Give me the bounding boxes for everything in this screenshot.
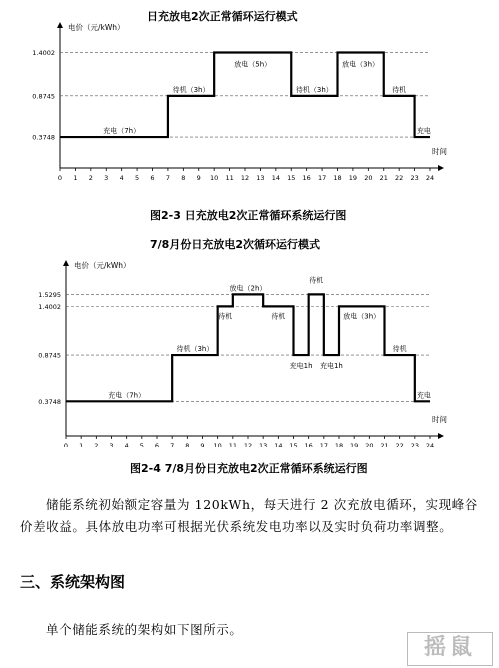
- x-tick-label: 9: [200, 442, 205, 447]
- annotation-label: 待机: [309, 276, 324, 285]
- x-tick-label: 24: [425, 442, 435, 447]
- chart1-title: 日充放电2次正常循环运行模式: [147, 10, 298, 23]
- x-tick-label: 13: [256, 174, 265, 182]
- x-tick-label: 5: [139, 442, 144, 447]
- x-axis-arrow: [438, 165, 444, 171]
- body-paragraph-2: 单个储能系统的架构如下图所示。: [46, 622, 243, 637]
- x-tick-label: 14: [271, 174, 280, 182]
- annotation-label: 充电1h: [289, 362, 313, 371]
- x-tick-label: 11: [225, 174, 234, 182]
- x-tick-label: 2: [94, 442, 99, 447]
- y-tick-label: 1.4002: [32, 48, 55, 57]
- y-tick-label: 0.8745: [38, 351, 61, 360]
- series-line: [66, 294, 430, 401]
- x-tick-label: 21: [379, 174, 388, 182]
- annotation-label: 充电: [416, 127, 431, 136]
- x-tick-label: 22: [395, 174, 404, 182]
- x-tick-label: 6: [154, 442, 160, 447]
- x-tick-label: 14: [274, 442, 283, 447]
- x-tick-label: 12: [240, 174, 250, 182]
- annotation-label: 充电: [416, 391, 431, 400]
- y-tick-label: 1.5295: [38, 290, 61, 299]
- y-axis-arrow: [63, 260, 69, 266]
- annotation-label: 待机（3h）: [172, 85, 210, 94]
- x-tick-label: 15: [287, 174, 296, 182]
- x-tick-label: 8: [185, 442, 190, 447]
- annotation-label: 充电（7h）: [108, 391, 146, 400]
- x-tick-label: 9: [196, 174, 201, 182]
- section-heading: 三、系统架构图: [20, 573, 126, 591]
- x-tick-label: 23: [410, 174, 419, 182]
- x-tick-label: 3: [104, 174, 109, 182]
- x-tick-label: 19: [348, 174, 358, 182]
- x-tick-label: 10: [213, 442, 222, 447]
- annotation-label: 充电（7h）: [103, 127, 141, 136]
- x-tick-label: 8: [181, 174, 186, 182]
- annotation-label: 待机: [218, 312, 233, 321]
- x-tick-label: 0: [57, 174, 63, 182]
- x-tick-label: 20: [365, 442, 374, 447]
- x-tick-label: 18: [334, 442, 344, 447]
- y-tick-label: 1.4002: [38, 302, 61, 311]
- x-tick-label: 11: [228, 442, 237, 447]
- x-tick-label: 7: [170, 442, 175, 447]
- figure-caption-2-3: 图2-3 日充放电2次正常循环系统运行图: [150, 209, 347, 222]
- body-paragraph: 储能系统初始额定容量为 120kWh，每天进行 2 次充放电循环，实现峰谷价差收益。具体放电功率可根据光伏系统发电功率以及实时负荷功率调整。: [20, 497, 478, 534]
- x-tick-label: 19: [350, 442, 359, 447]
- x-tick-label: 6: [150, 174, 155, 182]
- annotation-label: 待机（3h）: [176, 345, 214, 354]
- watermark-logo: 摇鼠: [407, 632, 493, 666]
- chart2-title: 7/8月份日充放电2次循环运行模式: [150, 238, 320, 251]
- x-tick-label: 3: [109, 442, 114, 447]
- annotation-label: 待机: [271, 312, 286, 321]
- y-tick-label: 0.3748: [38, 397, 61, 406]
- annotation-label: 待机（3h）: [295, 85, 333, 94]
- figure-caption-2-4: 图2-4 7/8月份日充放电2次正常循环系统运行图: [130, 462, 368, 475]
- x-axis-arrow: [438, 433, 444, 439]
- x-tick-label: 4: [119, 174, 124, 182]
- y-axis-label: 电价（元/kWh）: [68, 23, 125, 32]
- x-tick-label: 1: [79, 442, 84, 447]
- y-axis-arrow: [57, 22, 63, 28]
- x-tick-label: 7: [165, 174, 170, 182]
- x-tick-label: 13: [259, 442, 268, 447]
- x-tick-label: 10: [210, 174, 219, 182]
- x-tick-label: 0: [63, 442, 69, 447]
- chart2-svg: [0, 252, 499, 447]
- x-tick-label: 4: [124, 442, 129, 447]
- y-tick-label: 0.3748: [32, 133, 55, 142]
- x-tick-label: 12: [243, 442, 253, 447]
- x-axis-label: 时间: [432, 415, 447, 424]
- annotation-label: 放电（5h）: [234, 60, 272, 69]
- annotation-label: 待机: [392, 345, 407, 354]
- x-tick-label: 5: [135, 174, 140, 182]
- chart1-svg: [0, 22, 499, 182]
- x-tick-label: 17: [319, 442, 328, 447]
- annotation-label: 放电（3h）: [343, 312, 381, 321]
- x-tick-label: 18: [333, 174, 342, 182]
- x-tick-label: 20: [364, 174, 373, 182]
- x-tick-label: 2: [88, 174, 93, 182]
- y-tick-label: 0.8745: [32, 92, 55, 101]
- x-tick-label: 23: [410, 442, 419, 447]
- annotation-label: 放电（2h）: [229, 284, 267, 293]
- x-tick-label: 22: [395, 442, 404, 447]
- x-tick-label: 21: [380, 442, 389, 447]
- x-tick-label: 17: [317, 174, 327, 182]
- x-tick-label: 16: [304, 442, 313, 447]
- x-tick-label: 16: [302, 174, 311, 182]
- x-tick-label: 24: [425, 174, 435, 182]
- annotation-label: 充电1h: [319, 362, 343, 371]
- x-axis-label: 时间: [432, 147, 447, 156]
- annotation-label: 待机: [392, 85, 407, 94]
- annotation-label: 放电（3h）: [342, 60, 380, 69]
- x-tick-label: 1: [73, 174, 78, 182]
- y-axis-label: 电价（元/kWh）: [74, 261, 131, 270]
- x-tick-label: 15: [289, 442, 298, 447]
